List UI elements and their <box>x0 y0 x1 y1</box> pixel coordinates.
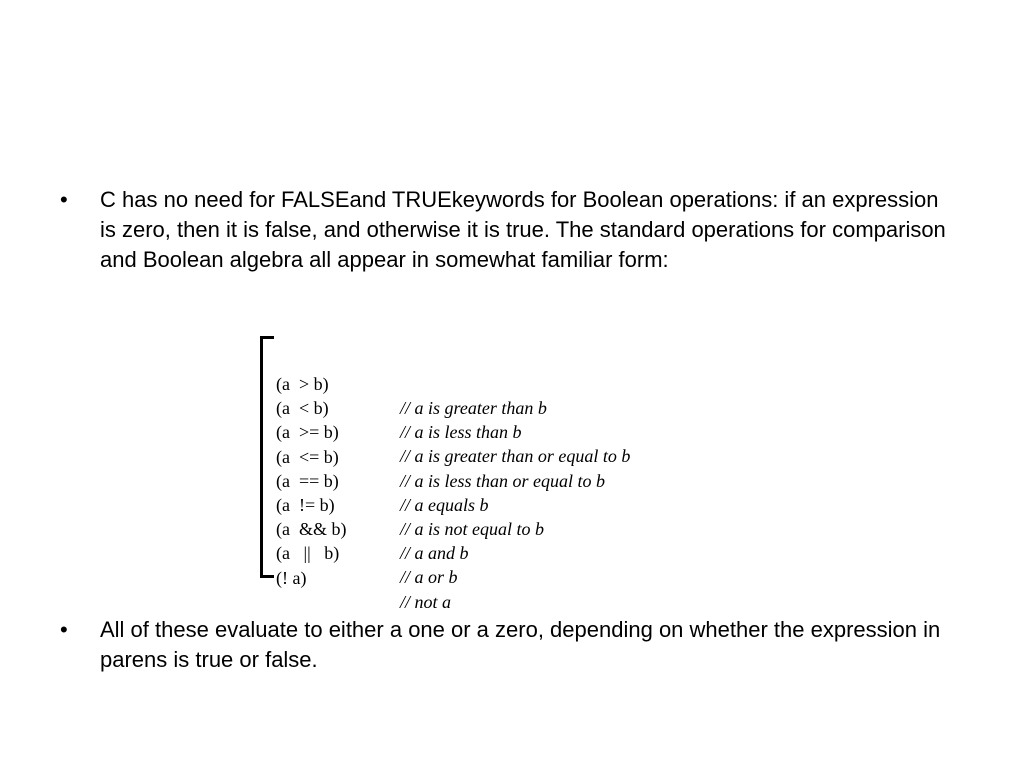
code-comment: // a is less than or equal to b <box>400 470 606 491</box>
code-expression: (a < b) <box>276 398 329 419</box>
code-comment: // a is greater than b <box>400 398 547 418</box>
code-expression: (a == b) <box>276 470 339 491</box>
code-comment: // a or b <box>400 567 458 588</box>
code-comment: // a is not equal to b <box>400 518 544 539</box>
code-comment: // a and b <box>400 543 469 564</box>
code-comment: // a is less than b <box>400 422 522 443</box>
bullet-marker: • <box>60 187 68 212</box>
operator-table <box>260 336 700 612</box>
code-row <box>276 348 547 418</box>
code-row <box>276 445 489 515</box>
code-expression: (a >= b) <box>276 422 339 443</box>
code-comment: // a equals b <box>400 494 489 515</box>
bullet-item <box>60 185 950 275</box>
bullet-item <box>60 615 950 675</box>
bullet-text: C has no need for FALSEand TRUEkeywords for Boolean operations: if an expression is zero, then it is false, and otherwise it is true. The standard operations for comparison and Boolean algebra all appear in somewhat familiar form: <box>100 187 946 272</box>
code-expression: (a <= b) <box>276 446 339 467</box>
code-expression: (a && b) <box>276 519 347 540</box>
code-expression: (a != b) <box>276 494 335 515</box>
code-expression: (a || b) <box>276 543 340 564</box>
left-bracket <box>260 336 274 578</box>
code-comment: // a is greater than or equal to b <box>400 446 631 467</box>
code-rows <box>276 348 631 612</box>
code-expression: (! a) <box>276 567 307 588</box>
bullet-text: All of these evaluate to either a one or a zero, depending on whether the expression in parens is true or false. <box>100 617 941 672</box>
code-comment: // not a <box>400 591 452 612</box>
bullet-marker: • <box>60 617 68 642</box>
code-expression: (a > b) <box>276 374 329 394</box>
